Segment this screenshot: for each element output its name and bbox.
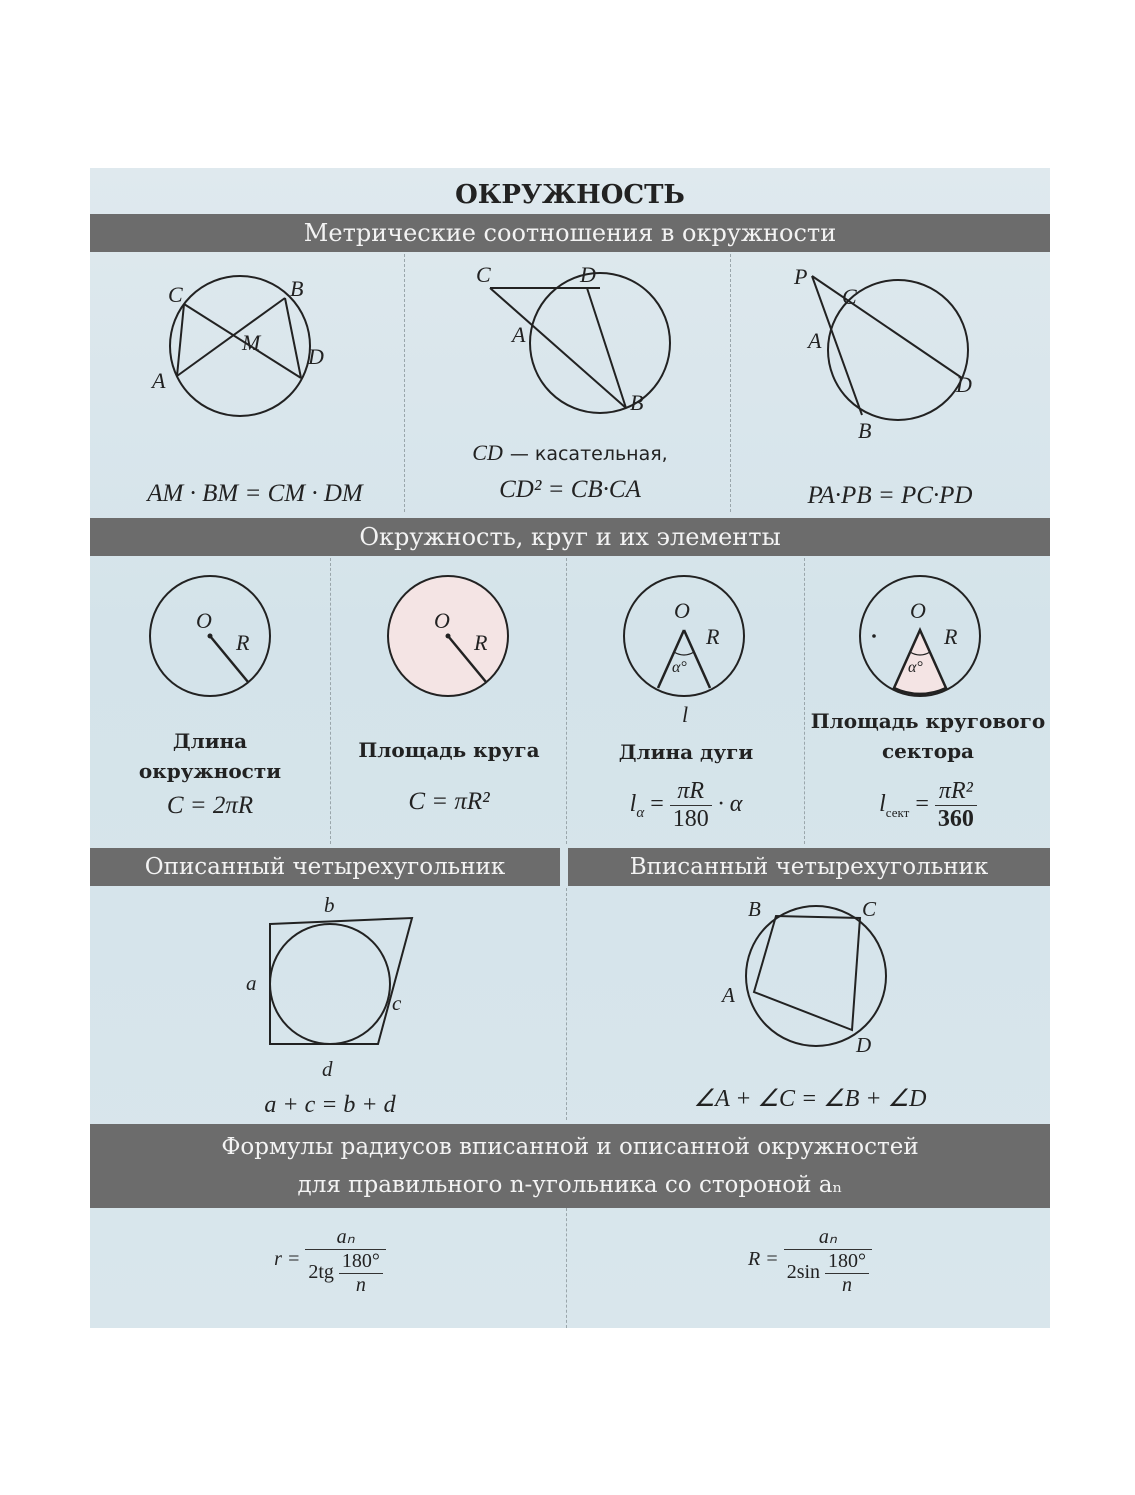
circumradius-den-den: n	[842, 1274, 853, 1296]
divider	[566, 558, 567, 844]
side-label-b: b	[324, 893, 335, 917]
arc-label-l: l	[682, 702, 689, 727]
divider	[330, 558, 331, 844]
divider	[730, 254, 731, 512]
chords-formula: AM · BM = CM · DM	[147, 480, 363, 507]
point-label-D: D	[956, 372, 972, 397]
sector-caption: Площадь кругового сектора	[810, 709, 1046, 763]
arc-formula-sub: α	[636, 804, 645, 821]
section-header-metric: Метрические соотношения в окружности	[90, 214, 1050, 252]
incircle	[270, 924, 390, 1044]
circumradius-den-prefix: 2sin	[786, 1261, 821, 1284]
radius-label-R: R	[944, 624, 958, 649]
arc-caption: Длина дуги	[618, 740, 754, 764]
point-label-C: C	[842, 284, 857, 309]
section-header-circumscribed: Описанный четырехугольник	[90, 848, 560, 886]
point-label-A: A	[808, 328, 822, 353]
radii-header-line2: для правильного n-угольника со стороной aₙ	[297, 1172, 843, 1198]
formula-sheet	[90, 168, 1050, 1328]
circle-outline	[624, 576, 744, 696]
circumference-formula: C = 2πR	[166, 792, 254, 819]
point-label-D: D	[308, 344, 324, 369]
arc-formula-num: πR	[670, 778, 712, 806]
radius-label-R: R	[706, 624, 720, 649]
circumradius-num: aₙ	[784, 1224, 872, 1250]
circumradius-formula	[650, 1224, 970, 1297]
inscribed-quadrilateral-diagram	[710, 894, 910, 1057]
arc-formula-tail: · α	[717, 791, 743, 818]
area-formula: C = πR²	[408, 788, 490, 815]
circle-outline	[170, 276, 310, 416]
circumcircle	[746, 906, 886, 1046]
point-label-A: A	[512, 322, 526, 347]
inscribed-formula: ∠A + ∠C = ∠B + ∠D	[693, 1086, 927, 1112]
center-label-O: O	[434, 608, 450, 633]
section-header-elements: Окружность, круг и их элементы	[90, 518, 1050, 556]
section-header-radii	[90, 1124, 1050, 1208]
inradius-den-num: 180°	[339, 1250, 383, 1274]
point-label-C: C	[168, 282, 183, 307]
point-label-A: A	[722, 983, 735, 1007]
tangent-note-var: CD	[472, 440, 503, 465]
point-label-C: C	[862, 897, 877, 921]
arc-formula-lhs: l	[629, 791, 637, 818]
sector-formula-lhs: l	[879, 791, 886, 818]
center-label-O: O	[910, 598, 926, 623]
inradius-den-den: n	[355, 1274, 366, 1296]
circumference-caption: Длина окружности	[138, 729, 282, 783]
angle-label: α°	[908, 659, 923, 676]
point-label-P: P	[794, 264, 808, 289]
area-caption: Площадь круга	[358, 738, 540, 762]
divider	[804, 558, 805, 844]
point-label-M: M	[242, 330, 261, 355]
circumscribed-quadrilateral-diagram	[240, 893, 440, 1090]
circumradius-den	[784, 1250, 872, 1297]
secants-formula: PA·PB = PC·PD	[807, 482, 973, 509]
radius-label-R: R	[474, 630, 488, 655]
circumscribed-formula: a + c = b + d	[264, 1092, 396, 1118]
sector-formula-fraction	[935, 778, 977, 833]
inradius-lhs: r =	[274, 1248, 301, 1271]
section-header-inscribed: Вписанный четырехугольник	[568, 848, 1050, 886]
divider	[566, 888, 567, 1120]
point-label-B: B	[748, 897, 761, 921]
point-label-B: B	[290, 276, 304, 301]
inradius-fraction	[305, 1224, 386, 1297]
inradius-num: aₙ	[305, 1224, 386, 1250]
angle-label: α°	[672, 659, 687, 676]
sector-formula: $l_{сект}$ = $\frac{\text{πR²}}{360}$	[808, 778, 1048, 833]
tangent-secant-diagram	[460, 260, 700, 430]
sector-area-diagram	[858, 574, 988, 704]
arc-formula-fraction	[670, 778, 712, 833]
arc-length-diagram	[622, 574, 752, 734]
point-label-D: D	[580, 262, 596, 287]
circumradius-fraction	[784, 1224, 872, 1297]
circumradius-den-num: 180°	[825, 1250, 869, 1274]
circumradius-lhs: R =	[747, 1248, 779, 1271]
tangent-note	[410, 440, 730, 466]
arc-formula: $l_\alpha$ = $\frac{\pi R}{180}$ · α	[629, 778, 743, 832]
circumference-diagram	[148, 574, 278, 704]
circumradius-den-fraction	[825, 1250, 869, 1297]
side-label-c: c	[392, 991, 402, 1015]
side-label-a: a	[246, 971, 257, 995]
arc-formula-den: 180	[672, 806, 709, 832]
divider	[566, 1208, 567, 1328]
inradius-den	[305, 1250, 386, 1297]
intersecting-chords-diagram	[150, 268, 370, 448]
sector-formula-num: πR²	[935, 778, 977, 806]
tangent-formula: CD² = CB·CA	[499, 476, 641, 503]
side-label-d: d	[322, 1057, 333, 1081]
divider	[404, 254, 405, 512]
center-label-O: O	[196, 608, 212, 633]
radius-label-R: R	[236, 630, 250, 655]
tangent-note-text: — касательная,	[509, 443, 668, 465]
point-label-B: B	[858, 418, 872, 443]
point-label-B: B	[630, 390, 644, 415]
sector-formula-sub: сект	[885, 804, 910, 820]
sector-formula-den: 360	[937, 806, 974, 832]
inradius-den-prefix: 2tg	[308, 1261, 334, 1284]
circle-area-diagram	[386, 574, 516, 704]
point-label-C: C	[476, 262, 491, 287]
radii-header-line1: Формулы радиусов вписанной и описанной окружностей	[221, 1134, 919, 1160]
point-label-D: D	[856, 1033, 872, 1057]
inradius-formula	[170, 1224, 490, 1297]
intersecting-secants-diagram	[790, 260, 1030, 450]
inradius-den-fraction	[339, 1250, 383, 1297]
center-label-O: O	[674, 598, 690, 623]
quadrilateral-outline	[754, 916, 860, 1030]
point-label-A: A	[152, 368, 166, 393]
page-title: ОКРУЖНОСТЬ	[455, 180, 685, 210]
